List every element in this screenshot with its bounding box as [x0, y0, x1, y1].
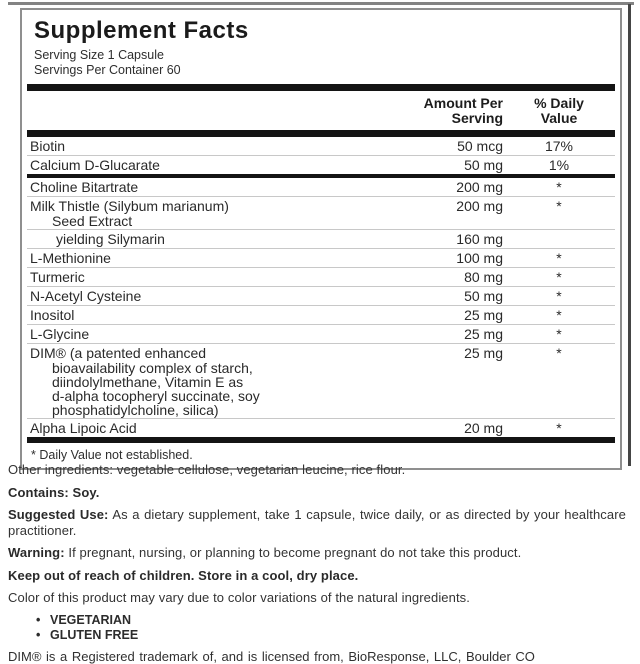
- row-divider: [27, 437, 615, 443]
- amount-value: 25 mg: [464, 326, 503, 342]
- diet-badge-list: [36, 613, 626, 643]
- table-row: [27, 156, 615, 174]
- ingredient-name: [27, 327, 391, 342]
- table-row: [27, 419, 615, 437]
- panel-title: Supplement Facts: [34, 17, 249, 44]
- daily-value: 17%: [544, 138, 574, 154]
- daily-value-footnote: * Daily Value not established.: [31, 448, 193, 462]
- ingredient-name-line: Inositol: [30, 307, 75, 323]
- daily-value: *: [556, 326, 562, 342]
- amount-value: 20 mg: [464, 420, 503, 436]
- table-row: [27, 137, 615, 155]
- ingredient-name: [27, 180, 391, 195]
- info-paragraph: Other ingredients: vegetable cellulose, vegetarian leucine, rice flour.: [8, 462, 406, 477]
- ingredient-name-line: L-Methionine: [30, 250, 111, 266]
- amount-value: 200 mg: [456, 179, 503, 195]
- amount-value: 160 mg: [456, 231, 503, 247]
- ingredient-name-line: Turmeric: [30, 269, 85, 285]
- daily-value: *: [556, 179, 562, 195]
- ingredient-name-line: DIM® (a patented enhanced: [30, 345, 207, 361]
- table-row: [27, 325, 615, 343]
- amount-value: 80 mg: [464, 269, 503, 285]
- header-divider-bar: [27, 84, 615, 91]
- diet-badge: • GLUTEN FREE: [36, 627, 139, 642]
- info-paragraph: [8, 568, 626, 584]
- amount-value: 50 mg: [464, 288, 503, 304]
- supplement-facts-panel: [20, 8, 622, 470]
- info-paragraph-label: Suggested Use:: [8, 507, 109, 522]
- ingredient-name: [27, 158, 391, 173]
- info-paragraph: Color of this product may vary due to color variations of the natural ingredients.: [8, 590, 470, 605]
- table-row: [27, 287, 615, 305]
- ingredient-name: [27, 270, 391, 285]
- info-paragraph-label: Warning:: [8, 545, 65, 560]
- columns-divider-bar: [27, 130, 615, 137]
- daily-value: *: [556, 250, 562, 266]
- table-row: [27, 178, 615, 196]
- daily-value: *: [556, 269, 562, 285]
- table-row: [27, 268, 615, 286]
- ingredient-table: [27, 137, 615, 443]
- table-row: [27, 249, 615, 267]
- dv-header-line1: % Daily: [534, 95, 584, 111]
- info-paragraph-label: Keep out of reach of children. Store in a cool, dry place.: [8, 567, 359, 583]
- amount-value: 100 mg: [456, 250, 503, 266]
- daily-value: 1%: [548, 157, 570, 173]
- daily-value: *: [556, 307, 562, 323]
- ingredient-name: [27, 139, 391, 154]
- ingredient-name-line: Milk Thistle (Silybum marianum): [30, 198, 229, 214]
- servings-per-container-text: Servings Per Container 60: [34, 63, 181, 77]
- ingredient-name-line: Seed Extract: [52, 213, 133, 229]
- info-paragraphs: [8, 462, 626, 606]
- daily-value: *: [556, 288, 562, 304]
- amount-value: 25 mg: [464, 345, 503, 361]
- ingredient-name-line: Choline Bitartrate: [30, 179, 139, 195]
- amount-header-line2: Serving: [451, 110, 503, 126]
- daily-value-header: [503, 96, 615, 126]
- ingredient-name: [27, 251, 391, 266]
- ingredient-name-line: N-Acetyl Cysteine: [30, 288, 142, 304]
- ingredient-name-line: yielding Silymarin: [56, 231, 165, 247]
- ingredient-name: [27, 289, 391, 304]
- info-paragraph: Suggested Use: As a dietary supplement, take 1 capsule, twice daily, or as directed by your healthcare practitioner.: [8, 507, 626, 538]
- amount-per-serving-header: [391, 96, 503, 126]
- ingredient-name: [27, 346, 391, 417]
- ingredient-name: [27, 421, 391, 436]
- ingredient-name-line: Biotin: [30, 138, 66, 154]
- table-row: [27, 230, 615, 248]
- ingredient-name: [27, 308, 391, 323]
- bullet-icon: •: [36, 627, 41, 642]
- amount-header-line1: Amount Per: [423, 95, 503, 111]
- table-row: [27, 344, 615, 418]
- ingredient-name-line: Calcium D-Glucarate: [30, 157, 160, 173]
- trademark-note: DIM® is a Registered trademark of, and is licensed from, BioResponse, LLC, Boulder CO: [8, 648, 535, 664]
- ingredient-name-line: bioavailability complex of starch,: [52, 360, 253, 376]
- table-row: [27, 197, 615, 229]
- amount-value: 50 mg: [464, 157, 503, 173]
- info-paragraph-label: Contains: Soy.: [8, 484, 100, 500]
- daily-value: *: [556, 420, 562, 436]
- daily-value: *: [556, 345, 562, 361]
- diet-badge: • VEGETARIAN: [36, 612, 132, 627]
- bullet-icon: •: [36, 612, 41, 627]
- ingredient-name: [27, 232, 391, 247]
- ingredient-name-line: phosphatidylcholine, silica): [52, 402, 219, 418]
- frame-right-line: [628, 4, 631, 466]
- table-row: [27, 306, 615, 324]
- info-section: [8, 462, 626, 664]
- info-paragraph: Warning: If pregnant, nursing, or planning to become pregnant do not take this product.: [8, 545, 522, 560]
- dv-header-line2: Value: [540, 110, 578, 126]
- ingredient-name-line: L-Glycine: [30, 326, 90, 342]
- serving-size-text: Serving Size 1 Capsule: [34, 48, 164, 62]
- amount-value: 50 mcg: [457, 138, 503, 154]
- frame-top-line: [8, 2, 634, 5]
- daily-value: *: [556, 198, 562, 214]
- ingredient-name-line: diindolylmethane, Vitamin E as: [52, 374, 244, 390]
- amount-value: 25 mg: [464, 307, 503, 323]
- ingredient-name-line: d-alpha tocopheryl succinate, soy: [52, 388, 260, 404]
- table-header-row: [27, 91, 615, 130]
- ingredient-name-line: Alpha Lipoic Acid: [30, 420, 137, 436]
- amount-value: 200 mg: [456, 198, 503, 214]
- ingredient-name: [27, 199, 391, 228]
- info-paragraph: [8, 485, 626, 501]
